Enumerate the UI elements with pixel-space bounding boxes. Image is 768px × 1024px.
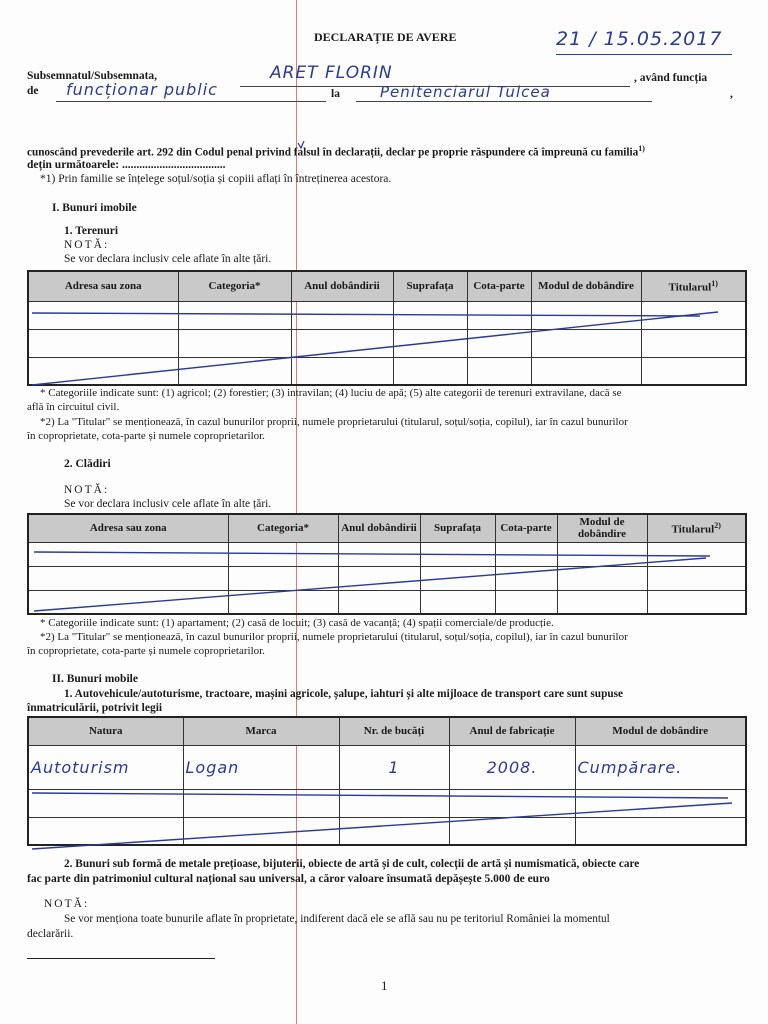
col-modul: Modul de dobândire bbox=[557, 514, 647, 542]
col-categoria: Categoria* bbox=[228, 514, 338, 542]
cell-anul: 2008. bbox=[449, 745, 575, 789]
strike-auto-diagonal bbox=[32, 803, 732, 849]
bunuri-nota-text-1: Se vor menționa toate bunurile aflate în proprietate, indiferent dacă ele se află sau nu pe teritoriul României la momentul bbox=[64, 913, 610, 925]
col-suprafata: Suprafața bbox=[420, 514, 495, 542]
terenuri-note-2: *2) La "Titular" se menționează, în cazul bunurilor proprii, numele proprietarului (titularul, soțul/soția, copilul), iar în cazul bunurilor bbox=[40, 416, 628, 428]
col-modul: Modul de dobândire bbox=[531, 271, 641, 301]
cladiri-note-2b: în coproprietate, cota-parte și numele coproprietarilor. bbox=[27, 645, 265, 657]
cell-natura: Autoturism bbox=[28, 745, 183, 789]
intro-line-2: dețin următoarele: .................................... bbox=[27, 159, 226, 171]
col-cota: Cota-parte bbox=[495, 514, 557, 542]
terenuri-title: 1. Terenuri bbox=[64, 225, 119, 237]
strike-terenuri-diagonal bbox=[32, 312, 718, 385]
la-label: la bbox=[331, 88, 340, 100]
bunuri-nota: NOTĂ: bbox=[44, 898, 90, 910]
subsemnatul-label: Subsemnatul/Subsemnata, bbox=[27, 70, 158, 82]
auto-title-2: înmatriculării, potrivit legii bbox=[27, 702, 163, 714]
col-cota: Cota-parte bbox=[467, 271, 531, 301]
col-anul: Anul dobândirii bbox=[291, 271, 393, 301]
document-title: DECLARAȚIE DE AVERE bbox=[314, 30, 457, 44]
col-anul-fabricatie: Anul de fabricație bbox=[449, 717, 575, 745]
family-footnote: *1) Prin familie se înțelege soțul/soția și copiii aflați în întreținerea acestora. bbox=[40, 173, 392, 185]
avand-functia-label: , având funcția bbox=[634, 72, 708, 84]
check-mark bbox=[298, 141, 304, 148]
terenuri-nota-text: Se vor declara inclusiv cele aflate în alte țări. bbox=[64, 253, 272, 265]
col-marca: Marca bbox=[183, 717, 339, 745]
terenuri-note-1b: află în circuitul civil. bbox=[27, 401, 120, 413]
terenuri-nota: NOTĂ: bbox=[64, 239, 110, 251]
cladiri-note-2: *2) La "Titular" se menționează, în cazul bunurilor proprii, numele proprietarului (titularul, soțul/soția, copilul), iar în cazul bunurilor bbox=[40, 631, 628, 643]
cladiri-nota: NOTĂ: bbox=[64, 484, 110, 496]
de-label: de bbox=[27, 85, 39, 97]
handwritten-function: funcționar public bbox=[66, 80, 218, 99]
col-anul: Anul dobândirii bbox=[338, 514, 420, 542]
strike-cladiri-top bbox=[34, 552, 710, 556]
bunuri-nota-text-2: declarării. bbox=[27, 928, 74, 940]
cell-nr-bucati: 1 bbox=[339, 745, 449, 789]
handwritten-name: ARET FLORIN bbox=[270, 63, 393, 83]
cell-marca: Logan bbox=[183, 745, 339, 789]
handwritten-institution: Penitenciarul Tulcea bbox=[380, 83, 551, 101]
cladiri-nota-text: Se vor declara inclusiv cele aflate în alte țări. bbox=[64, 498, 272, 510]
section-1-title: I. Bunuri imobile bbox=[52, 202, 137, 214]
section-2-title: II. Bunuri mobile bbox=[52, 673, 138, 685]
terenuri-note-1: * Categoriile indicate sunt: (1) agricol; (2) forestier; (3) intravilan; (4) luciu de apă; (5) alte categorii de terenuri extravilane, dacă se bbox=[40, 387, 622, 399]
col-natura: Natura bbox=[28, 717, 183, 745]
trailing-comma: , bbox=[730, 88, 733, 100]
strike-cladiri-diagonal bbox=[34, 558, 706, 611]
handwritten-registration-number: 21 / 15.05.2017 bbox=[556, 28, 723, 50]
bunuri-title-1: 2. Bunuri sub formă de metale prețioase, bijuterii, obiecte de artă și de cult, colecții de artă și numismatică, obiecte care bbox=[64, 858, 640, 870]
strike-auto-top bbox=[32, 793, 728, 798]
strike-terenuri-top bbox=[32, 313, 700, 316]
auto-title-1: 1. Autovehicule/autoturisme, tractoare, mașini agricole, șalupe, iahturi și alte mijloace de transport care sunt supuse bbox=[64, 688, 624, 700]
col-titular: Titularul$^{2)}$ bbox=[647, 514, 746, 542]
page-number: 1 bbox=[381, 978, 388, 993]
col-adresa: Adresa sau zona bbox=[28, 271, 178, 301]
col-categoria: Categoria* bbox=[178, 271, 291, 301]
col-titular: Titularul$^{1)}$ bbox=[641, 271, 746, 301]
col-suprafata: Suprafața bbox=[393, 271, 467, 301]
col-adresa: Adresa sau zona bbox=[28, 514, 228, 542]
col-modul-dobandire: Modul de dobândire bbox=[575, 717, 746, 745]
col-nr-bucati: Nr. de bucăți bbox=[339, 717, 449, 745]
cladiri-note-1: * Categoriile indicate sunt: (1) apartament; (2) casă de locuit; (3) casă de vacanță; (4) spații comerciale/de producție. bbox=[40, 617, 554, 629]
bunuri-title-2: fac parte din patrimoniul cultural național sau universal, a căror valoare însumată depășește 5.000 de euro bbox=[27, 873, 550, 885]
intro-line-1: cunoscând prevederile art. 292 din Codul penal privind falsul în declarații, declar pe proprie răspundere că împreună cu familia$^{1)}$ bbox=[27, 144, 645, 159]
terenuri-note-2b: în coproprietate, cota-parte și numele coproprietarilor. bbox=[27, 430, 265, 442]
cladiri-title: 2. Clădiri bbox=[64, 458, 111, 470]
cell-modul: Cumpărare. bbox=[575, 745, 746, 789]
